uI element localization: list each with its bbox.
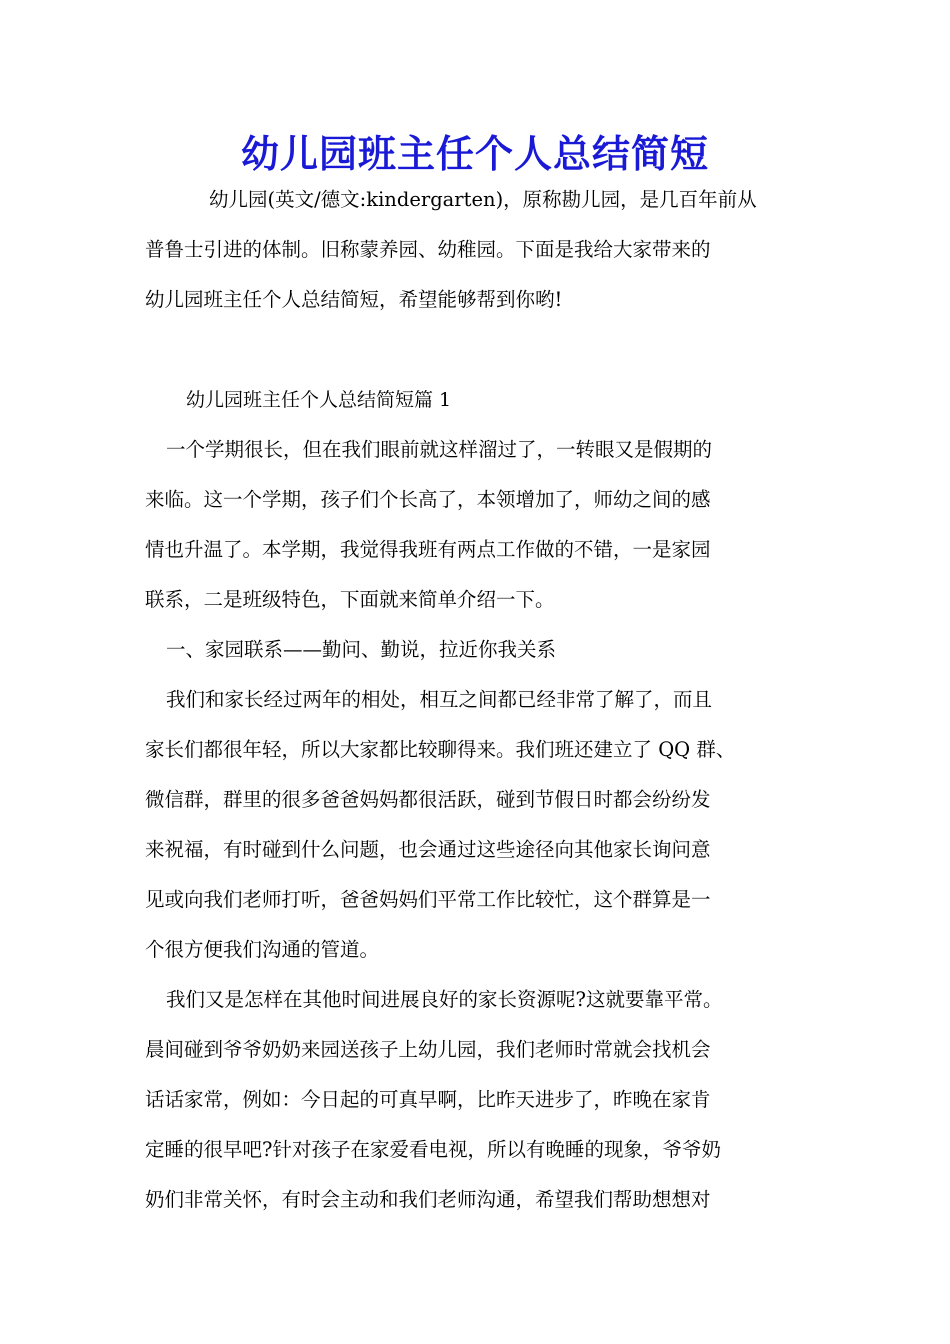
paragraph-3-line-1: 我们又是怎样在其他时间进展良好的家长资源呢?这就要靠平常。 [166,988,723,1011]
paragraph-1-line-4: 联系，二是班级特色，下面就来简单介绍一下。 [145,588,555,611]
subheading-home-contact: 一、家园联系——勤问、勤说，拉近你我关系 [166,638,557,661]
paragraph-1-line-2: 来临。这一个学期，孩子们个长高了，本领增加了，师幼之间的感 [145,488,711,511]
paragraph-2-line-3: 微信群，群里的很多爸爸妈妈都很活跃，碰到节假日时都会纷纷发 [145,788,711,811]
document-title: 幼儿园班主任个人总结简短 [240,131,709,176]
intro-line-3: 幼儿园班主任个人总结简短，希望能够帮到你哟! [145,288,563,311]
intro-line-1: 幼儿园(英文/德文:kindergarten)，原称勘儿园，是几百年前从 [209,188,757,211]
paragraph-3-line-2: 晨间碰到爷爷奶奶来园送孩子上幼儿园，我们老师时常就会找机会 [145,1038,711,1061]
paragraph-2-line-2: 家长们都很年轻，所以大家都比较聊得来。我们班还建立了 QQ 群、 [145,738,736,761]
paragraph-3-line-3: 话话家常，例如：今日起的可真早啊，比昨天进步了，昨晚在家肯 [145,1088,711,1111]
paragraph-2-line-4: 来祝福，有时碰到什么问题，也会通过这些途径向其他家长询问意 [145,838,711,861]
paragraph-2-line-5: 见或向我们老师打听，爸爸妈妈们平常工作比较忙，这个群算是一 [145,888,711,911]
paragraph-1-line-3: 情也升温了。本学期，我觉得我班有两点工作做的不错，一是家园 [145,538,711,561]
paragraph-3-line-5: 奶们非常关怀，有时会主动和我们老师沟通，希望我们帮助想想对 [145,1188,711,1211]
section-heading: 幼儿园班主任个人总结简短篇 1 [186,389,452,411]
intro-line-2: 普鲁士引进的体制。旧称蒙养园、幼稚园。下面是我给大家带来的 [145,238,711,261]
paragraph-1-line-1: 一个学期很长，但在我们眼前就这样溜过了，一转眼又是假期的 [166,438,713,461]
paragraph-3-line-4: 定睡的很早吧?针对孩子在家爱看电视，所以有晚睡的现象，爷爷奶 [145,1138,721,1161]
paragraph-2-line-6: 个很方便我们沟通的管道。 [145,938,380,961]
paragraph-2-line-1: 我们和家长经过两年的相处，相互之间都已经非常了解了，而且 [166,688,713,711]
